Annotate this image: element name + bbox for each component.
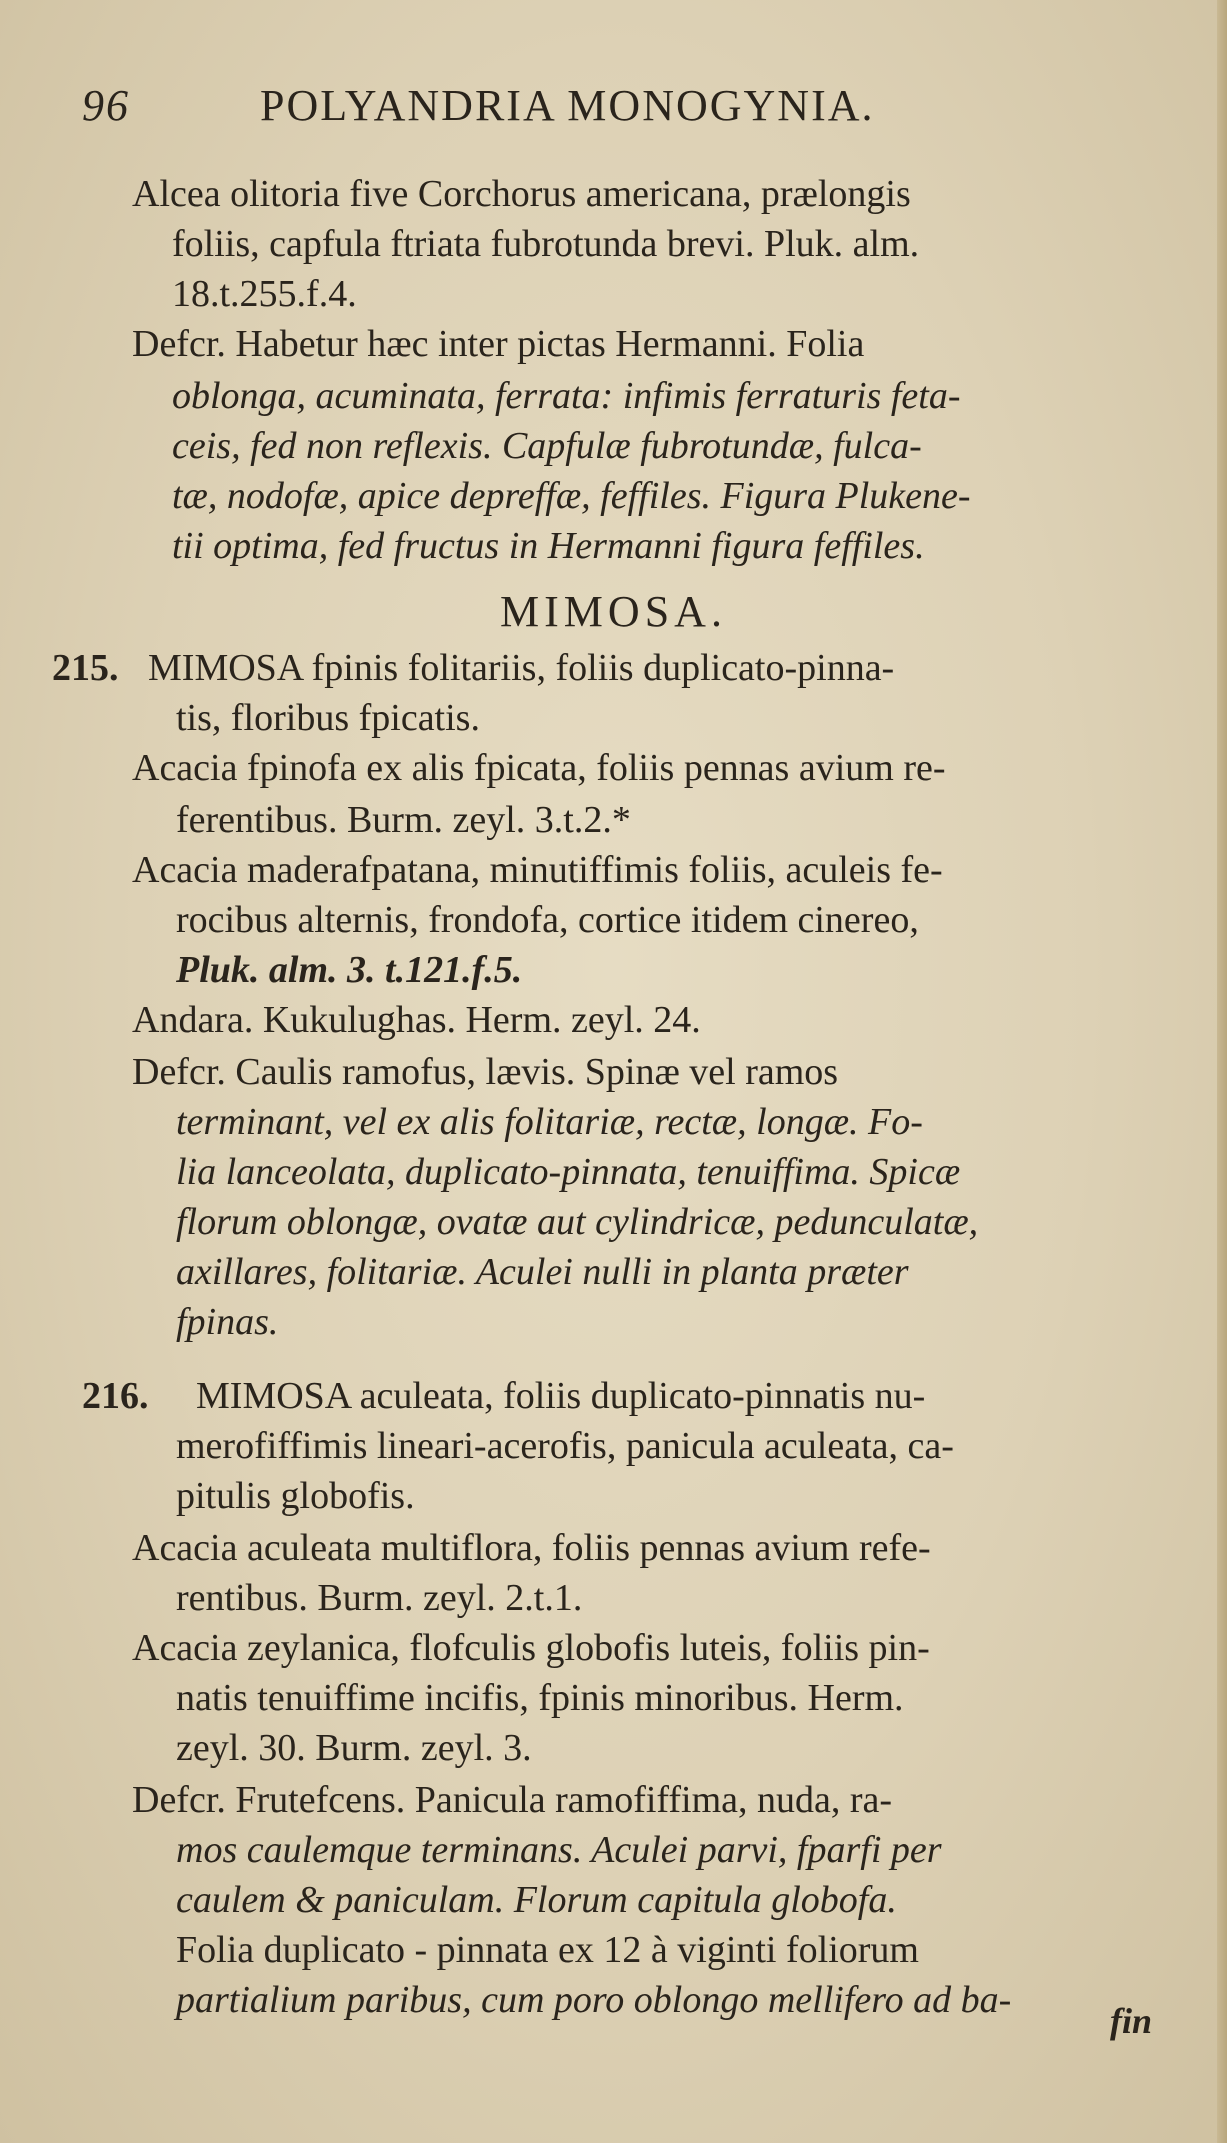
text-line: pitulis globofis.: [176, 1475, 415, 1517]
section-title: MIMOSA.: [500, 587, 727, 636]
text-line: tæ, nodofæ, apice depreffæ, feffiles. Figura Plukene-: [172, 475, 971, 517]
catchword: fin: [1110, 2001, 1153, 2041]
text-line: Acacia maderafpatana, minutiffimis foliis, aculeis fe-: [132, 849, 943, 891]
text-line: terminant, vel ex alis folitariæ, rectæ, longæ. Fo-: [176, 1101, 923, 1143]
entry-number: 215.: [52, 647, 119, 689]
text-line: Acacia aculeata multiflora, foliis pennas avium refe-: [132, 1527, 931, 1569]
entry-number: 216.: [82, 1375, 149, 1417]
text-line: 18.t.255.f.4.: [172, 273, 357, 315]
text-line: Andara. Kukulughas. Herm. zeyl. 24.: [132, 999, 701, 1041]
text-line: Defcr. Caulis ramofus, lævis. Spinæ vel ramos: [132, 1051, 839, 1093]
text-line: rentibus. Burm. zeyl. 2.t.1.: [176, 1577, 583, 1619]
text-line: foliis, capfula ftriata fubrotunda brevi. Pluk. alm.: [172, 223, 920, 265]
text-line: axillares, folitariæ. Aculei nulli in planta præter: [176, 1251, 909, 1293]
text-line: Defcr. Habetur hæc inter pictas Hermanni. Folia: [132, 323, 865, 365]
entry-first-line: [52, 646, 894, 690]
text-line: MIMOSA fpinis folitariis, foliis duplicato-pinna-: [148, 647, 895, 689]
text-line: tis, floribus fpicatis.: [176, 697, 480, 739]
text-line: mos caulemque terminans. Aculei parvi, fparfi per: [176, 1829, 942, 1871]
text-line: fpinas.: [176, 1301, 279, 1343]
text-line: lia lanceolata, duplicato-pinnata, tenuiffima. Spicæ: [176, 1151, 961, 1193]
text-line: florum oblongæ, ovatæ aut cylindricæ, pedunculatæ,: [176, 1201, 979, 1243]
text-line: Acacia fpinofa ex alis fpicata, foliis pennas avium re-: [132, 747, 946, 789]
running-title: POLYANDRIA MONOGYNIA.: [260, 81, 875, 130]
text-line: oblonga, acuminata, ferrata: infimis ferraturis feta-: [172, 375, 961, 417]
page-number: 96: [82, 81, 130, 130]
text-line: zeyl. 30. Burm. zeyl. 3.: [176, 1727, 532, 1769]
page-edge: [1217, 0, 1227, 2143]
text-line: ferentibus. Burm. zeyl. 3.t.2.*: [176, 799, 631, 841]
text-line: merofiffimis lineari-acerofis, panicula aculeata, ca-: [176, 1425, 954, 1467]
running-header: [82, 80, 875, 131]
text-line: Defcr. Frutefcens. Panicula ramofiffima, nuda, ra-: [132, 1779, 893, 1821]
text-line: Folia duplicato - pinnata ex 12 à viginti foliorum: [176, 1929, 919, 1971]
text-line: Pluk. alm. 3. t.121.f.5.: [176, 949, 523, 991]
text-line: Alcea olitoria five Corchorus americana, prælongis: [132, 173, 911, 215]
text-line: natis tenuiffime incifis, fpinis minoribus. Herm.: [176, 1677, 904, 1719]
text-line: Acacia zeylanica, flofculis globofis luteis, foliis pin-: [132, 1627, 930, 1669]
text-line: partialium paribus, cum poro oblongo mellifero ad ba-: [176, 1979, 1012, 2021]
text-line: MIMOSA aculeata, foliis duplicato-pinnatis nu-: [196, 1375, 926, 1417]
text-line: ceis, fed non reflexis. Capfulæ fubrotundæ, fulca-: [172, 425, 922, 467]
entry-first-line: [82, 1374, 925, 1418]
text-line: caulem & paniculam. Florum capitula globofa.: [176, 1879, 897, 1921]
text-line: tii optima, fed fructus in Hermanni figura feffiles.: [172, 525, 925, 567]
text-line: rocibus alternis, frondofa, cortice itidem cinereo,: [176, 899, 919, 941]
